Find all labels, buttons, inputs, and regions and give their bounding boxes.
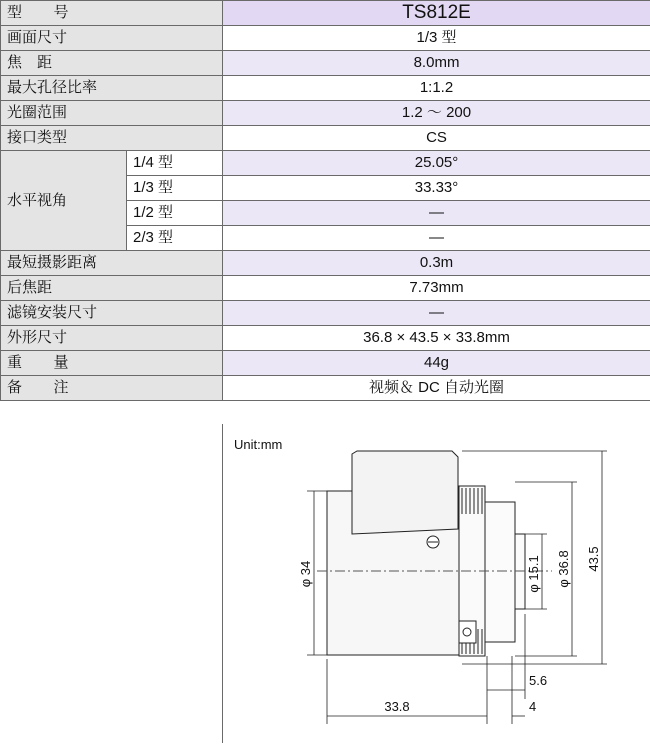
- value-weight: 44g: [223, 351, 650, 376]
- lock-screw-bottom: [459, 621, 476, 643]
- row-max-aperture: [1, 76, 650, 101]
- fov-format-2: 1/3 型: [127, 176, 223, 201]
- dim-phi-34: φ 34: [298, 561, 313, 588]
- value-mount: CS: [223, 126, 650, 151]
- fov-format-4: 2/3 型: [127, 226, 223, 251]
- fov-value-4: —: [223, 226, 650, 251]
- row-remarks: [1, 376, 650, 401]
- drawing-area: [0, 424, 650, 743]
- fov-value-1: 25.05°: [223, 151, 650, 176]
- label-remarks: 备 注: [1, 376, 223, 401]
- dim-phi-36: φ 36.8: [556, 550, 571, 587]
- row-back-focus: [1, 276, 650, 301]
- label-image-size: 画面尺寸: [1, 26, 223, 51]
- row-image-size: [1, 26, 650, 51]
- row-model: [1, 1, 650, 26]
- lens-drawing-svg: [222, 424, 650, 743]
- value-max-aperture: 1:1.2: [223, 76, 650, 101]
- value-remarks: 视频＆ DC 自动光圈: [223, 376, 650, 401]
- dim-phi-15: φ 15.1: [526, 555, 541, 592]
- row-weight: [1, 351, 650, 376]
- label-max-aperture: 最大孔径比率: [1, 76, 223, 101]
- value-back-focus: 7.73mm: [223, 276, 650, 301]
- drawing-left-blank: [0, 424, 223, 743]
- lens-drawing: [222, 424, 650, 743]
- label-min-distance: 最短摄影距离: [1, 251, 223, 276]
- label-horizontal-fov: 水平视角: [1, 151, 127, 251]
- dim-43-5: 43.5: [586, 546, 601, 571]
- unit-label: Unit:mm: [234, 437, 282, 452]
- row-fov-1: [1, 151, 650, 176]
- label-dimensions: 外形尺寸: [1, 326, 223, 351]
- value-iris-range: 1.2 ～ 200: [223, 101, 650, 126]
- value-image-size: 1/3 型: [223, 26, 650, 51]
- dim-4: 4: [529, 699, 536, 714]
- label-weight: 重 量: [1, 351, 223, 376]
- row-focal-length: [1, 51, 650, 76]
- value-focal-length: 8.0mm: [223, 51, 650, 76]
- row-min-distance: [1, 251, 650, 276]
- label-filter-size: 滤镜安装尺寸: [1, 301, 223, 326]
- rear-mount: [485, 502, 515, 642]
- fov-value-3: —: [223, 201, 650, 226]
- row-filter-size: [1, 301, 650, 326]
- fov-value-2: 33.33°: [223, 176, 650, 201]
- value-min-distance: 0.3m: [223, 251, 650, 276]
- value-filter-size: —: [223, 301, 650, 326]
- dim-33-8: 33.8: [384, 699, 409, 714]
- iris-housing: [352, 451, 458, 534]
- row-dimensions: [1, 326, 650, 351]
- label-mount: 接口类型: [1, 126, 223, 151]
- label-iris-range: 光圈范围: [1, 101, 223, 126]
- label-back-focus: 后焦距: [1, 276, 223, 301]
- value-model: TS812E: [223, 1, 650, 26]
- label-focal-length: 焦 距: [1, 51, 223, 76]
- fov-format-1: 1/4 型: [127, 151, 223, 176]
- fov-format-3: 1/2 型: [127, 201, 223, 226]
- dim-5-6: 5.6: [529, 673, 547, 688]
- label-model: 型 号: [1, 1, 223, 26]
- value-dimensions: 36.8 × 43.5 × 33.8mm: [223, 326, 650, 351]
- row-mount: [1, 126, 650, 151]
- row-iris-range: [1, 101, 650, 126]
